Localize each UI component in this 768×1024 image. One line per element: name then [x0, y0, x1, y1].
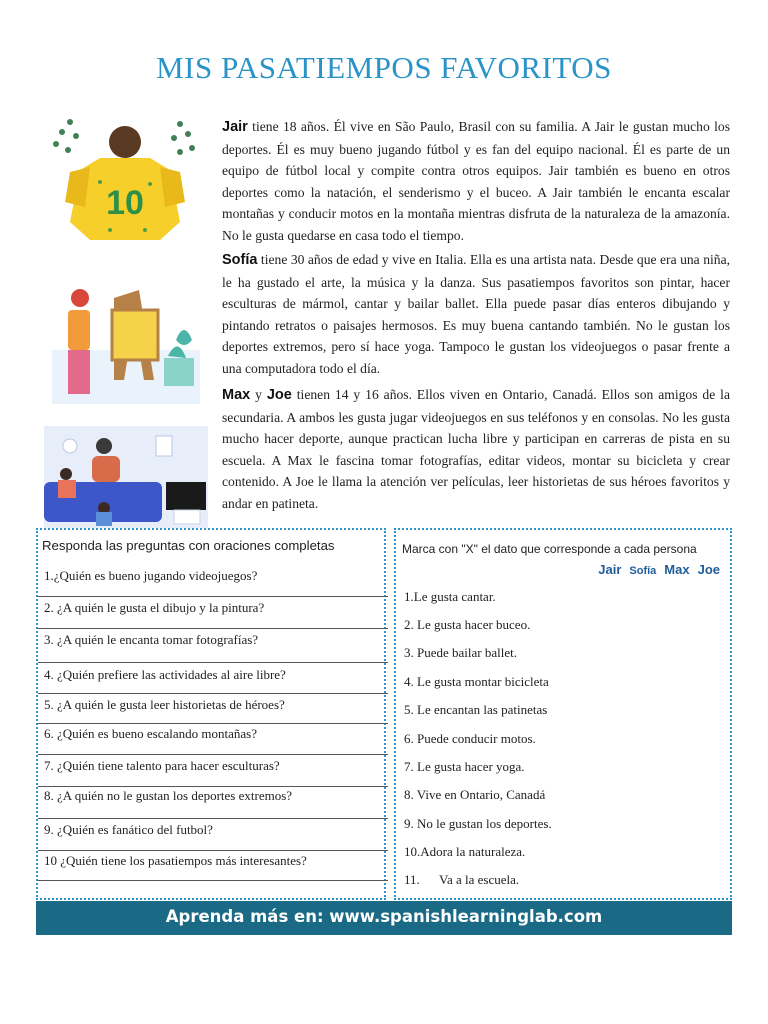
- name-max: Max: [222, 387, 251, 403]
- answer-line[interactable]: [38, 662, 388, 663]
- statement-2: 2. Le gusta hacer buceo.: [404, 617, 531, 632]
- paragraph-max-joe: Max y Joe tienen 14 y 16 años. Ellos viven en Ontario, Canadá. Ellos son amigos de la secundaria. A ambos les gusta jugar videojuegos en sus teléfonos y en consolas. No les gusta mucho hacer deporte, aunque practican lucha libre y participan en carreras de pista en su escuela. A Max le fascina tomar fotografías, editar videos, montar su bicicleta y crear contenido. A Joe le llama la atención ver películas, leer historietas de sus héroes favoritos y andar en patineta.: [222, 387, 730, 511]
- paragraph-jair: Jair tiene 18 años. Él vive en São Paulo, Brasil con su familia. A Jair le gustan mucho los deportes. Él es muy bueno jugando fútbol y es fan del equipo nacional. Él es parte de un equipo de fútbol local y compite contra otros equipos. Jair también es bueno en otros deportes como la natación, el senderismo y el buceo. A Jair también le encanta escalar montañas y conducir motos en la montaña mientras disfruta de la naturaleza de la amazonía. No le gusta quedarse en casa todo el tiempo.: [222, 119, 730, 243]
- answer-line[interactable]: [38, 628, 388, 629]
- answer-line[interactable]: [38, 693, 388, 694]
- statement-10: 10.Adora la naturaleza.: [404, 844, 526, 859]
- name-joe: Joe: [266, 387, 292, 403]
- answer-line[interactable]: [38, 596, 388, 597]
- footer-banner[interactable]: Aprenda más en: www.spanishlearninglab.com: [36, 901, 732, 935]
- question-6: 6. ¿Quién es bueno escalando montañas?: [44, 726, 257, 741]
- answer-line[interactable]: [38, 880, 388, 881]
- questions-heading: Responda las preguntas con oraciones completas: [42, 538, 335, 553]
- question-8: 8. ¿A quién no le gustan los deportes extremos?: [44, 788, 293, 803]
- statement-6: 6. Puede conducir motos.: [404, 731, 536, 746]
- statement-4: 4. Le gusta montar bicicleta: [404, 674, 549, 689]
- statement-1: 1.Le gusta cantar.: [404, 589, 496, 604]
- match-box: [394, 528, 732, 900]
- statement-9: 9. No le gustan los deportes.: [404, 816, 552, 831]
- column-joe: Joe: [697, 562, 720, 577]
- person-columns: [590, 562, 720, 577]
- question-10: 10 ¿Quién tiene los pasatiempos más interesantes?: [44, 853, 307, 868]
- answer-line[interactable]: [38, 786, 388, 787]
- question-5: 5. ¿A quién le gusta leer historietas de héroes?: [44, 697, 285, 712]
- painter-illustration: [44, 280, 204, 404]
- question-3: 3. ¿A quién le encanta tomar fotografías?: [44, 632, 259, 647]
- question-1: 1.¿Quién es bueno jugando videojuegos?: [44, 568, 258, 583]
- soccer-player-illustration: [40, 112, 210, 244]
- answer-line[interactable]: [38, 850, 388, 851]
- questions-box: [36, 528, 386, 900]
- answer-line[interactable]: [38, 723, 388, 724]
- answer-line[interactable]: [38, 818, 388, 819]
- match-heading: Marca con "X" el dato que corresponde a cada persona: [402, 542, 697, 556]
- question-9: 9. ¿Quién es fanático del futbol?: [44, 822, 213, 837]
- name-jair: Jair: [222, 119, 248, 135]
- statement-11: 11. Va a la escuela.: [404, 872, 520, 887]
- question-2: 2. ¿A quién le gusta el dibujo y la pintura?: [44, 600, 265, 615]
- question-7: 7. ¿Quién tiene talento para hacer esculturas?: [44, 758, 280, 773]
- videogame-boys-illustration: [44, 426, 208, 528]
- paragraph-sofia: Sofía tiene 30 años de edad y vive en Italia. Ella es una artista nata. Desde que era una niña, le ha gustado el arte, la música y la danza. Sus pasatiempos favoritos son pintar, hacer esculturas de mármol, cantar y bailar ballet. Ella puede pasar días enteros dibujando y pintando retratos o paisajes hermosos. Es muy buena cantando también. No le gustan los deportes extremos, pero sí hace yoga. Tampoco le gustan los videojuegos o pasar frente a una computadora todo el día.: [222, 252, 730, 376]
- statement-3: 3. Puede bailar ballet.: [404, 645, 517, 660]
- question-4: 4. ¿Quién prefiere las actividades al aire libre?: [44, 667, 286, 682]
- name-sofia: Sofía: [222, 252, 258, 268]
- page-title: MIS PASATIEMPOS FAVORITOS: [156, 50, 612, 85]
- statement-7: 7. Le gusta hacer yoga.: [404, 759, 525, 774]
- column-sofia: Sofía: [629, 565, 657, 577]
- statement-8: 8. Vive en Ontario, Canadá: [404, 787, 546, 802]
- column-max: Max: [664, 562, 690, 577]
- answer-line[interactable]: [38, 754, 388, 755]
- statement-5: 5. Le encantan las patinetas: [404, 702, 548, 717]
- column-jair: Jair: [598, 562, 622, 577]
- jersey-number: 10: [106, 184, 144, 222]
